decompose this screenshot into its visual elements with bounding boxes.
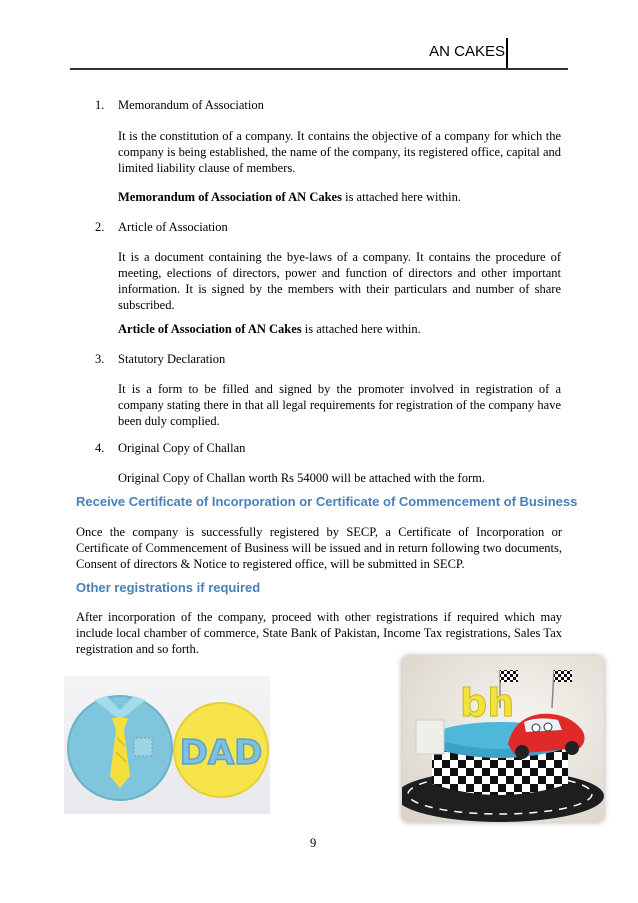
section-body: Once the company is successfully registered by SECP, a Certificate of Incorporation or Certificate of Commencement of Business will be issued and in return following two documents, Consent of directors & Notice to registered office, will be submitted in SECP. [76, 525, 562, 571]
list-item-attachment-note [118, 322, 561, 337]
list-item-title: Original Copy of Challan [118, 441, 246, 455]
section-heading: Receive Certificate of Incorporation or Certificate of Commencement of Business [76, 494, 578, 509]
list-item-number: 1. [95, 98, 105, 112]
header-rule [70, 68, 568, 70]
list-item-description: It is the constitution of a company. It contains the objective of a company for which the company is being established, the name of the company, its registered office, capital and limited liability clause of members. [118, 129, 561, 175]
attachment-rest-text: is attached here within. [301, 322, 421, 336]
attachment-rest-text: is attached here within. [341, 190, 462, 204]
cake-toppers-photo [64, 676, 270, 814]
cake-letters-text: bh [460, 681, 515, 725]
list-item-number: 2. [95, 220, 105, 234]
header-divider-vertical [506, 38, 508, 70]
header-title: AN CAKES [429, 43, 505, 60]
dad-topper-text: DAD [179, 733, 263, 773]
list-item-description: It is a document containing the bye-laws of a company. It contains the procedure of meeting, elections of directors, power and function of directors and other important information. It is signed by the members with their particulars and number of share subscribed. [118, 250, 561, 312]
attachment-bold-text: Memorandum of Association of AN Cakes [118, 190, 342, 204]
page-number: 9 [310, 836, 317, 850]
list-item-title: Memorandum of Association [118, 98, 264, 112]
list-item-number: 4. [95, 441, 105, 455]
list-item-title: Article of Association [118, 220, 228, 234]
list-item-description: Original Copy of Challan worth Rs 54000 will be attached with the form. [118, 471, 485, 485]
race-car-cake-photo [402, 656, 604, 822]
attachment-bold-text: Article of Association of AN Cakes [118, 322, 302, 336]
section-heading: Other registrations if required [76, 580, 261, 595]
list-item-description: It is a form to be filled and signed by the promoter involved in registration of a company stating there in that all legal requirements for registration of the company have been duly complied. [118, 382, 561, 428]
list-item-attachment-note [118, 190, 561, 205]
list-item-number: 3. [95, 352, 105, 366]
section-body: After incorporation of the company, proceed with other registrations if required which may include local chamber of commerce, State Bank of Pakistan, Income Tax registrations, Sales Tax registration and so forth. [76, 610, 562, 656]
list-item-title: Statutory Declaration [118, 352, 226, 366]
